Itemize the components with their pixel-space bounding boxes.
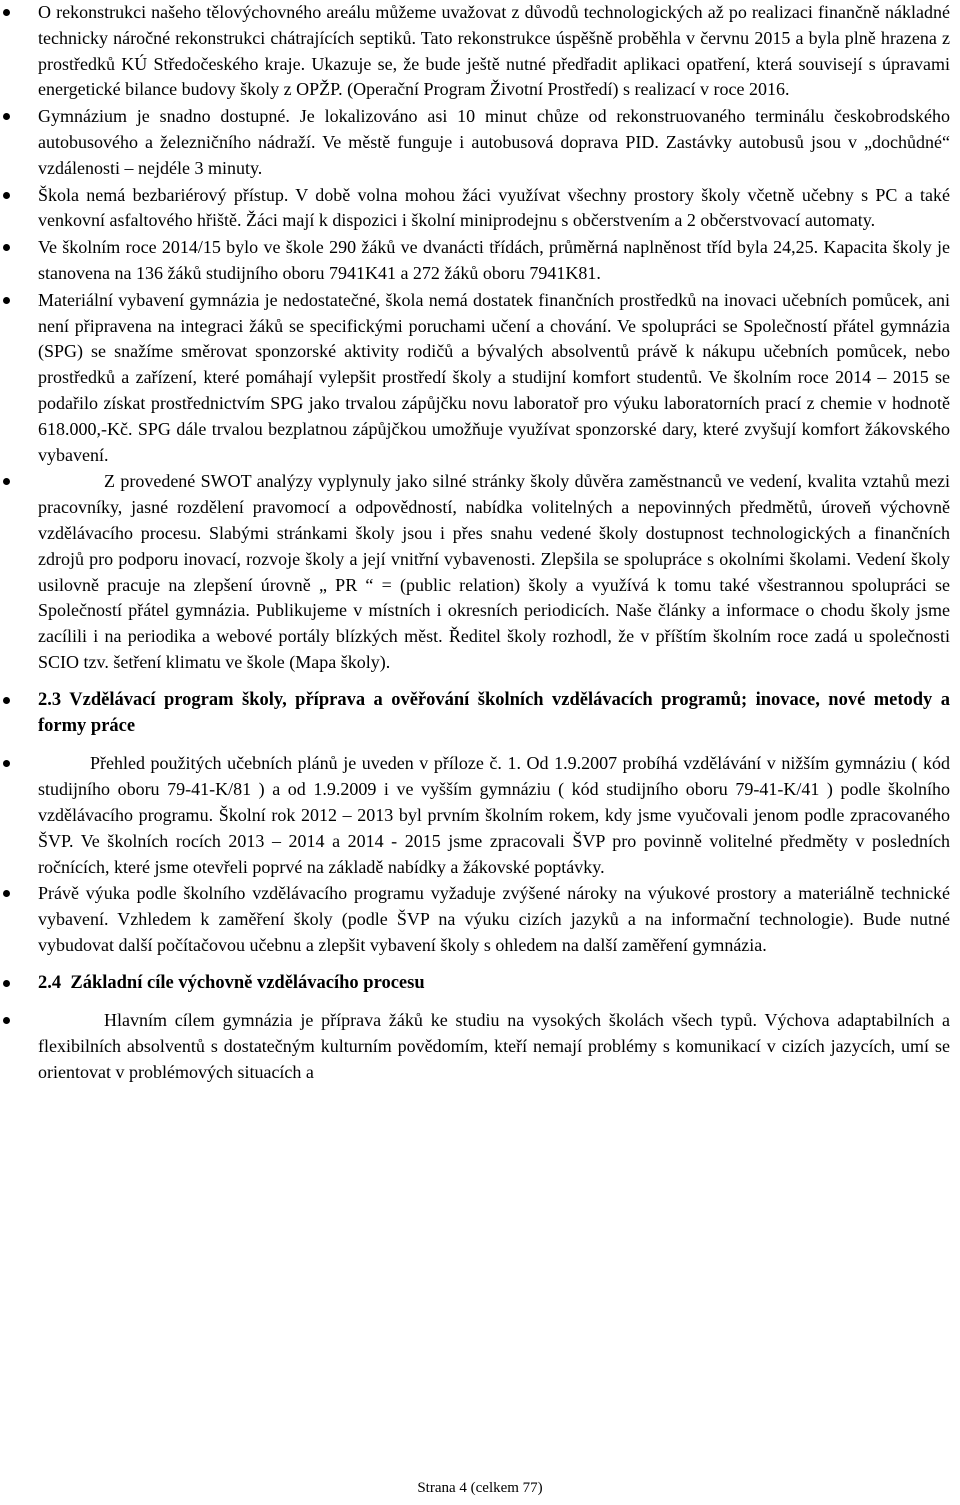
list-item (0, 288, 960, 469)
section-heading-2-4 (0, 971, 960, 997)
page-footer (0, 1480, 960, 1497)
paragraph-text: Z provedené SWOT analýzy vyplynuly jako silné stránky školy důvěra zaměstnanců ve vedení, kvalita vztahů mezi pracovníky, jasné rozdělení pravomocí a odpovědností, nabídka volitelných a nepovinných předmětů, úroveň výchovně vzdělávacího procesu. Slabými stránkami školy jsou i přes snahu vedené školy dostupnost technologických a finančních zdrojů pro podporu inovací, rozvoje školy a její vnitřní vybavenosti. Zlepšila se spolupráce s okolními školami. Vedení školy usilovně pracuje na zlepšení úrovně „ PR “ = (public relation) školy a využívá k tomu také všestrannou spolupráci se Společností přátel gymnázia. Publikujeme v místních i okresních periodicích. Naše články a informace o chodu školy jsme zacílili i na periodika a webové portály blízkých měst. Ředitel školy rozhodl, že v příštím školním roce zadá u společnosti SCIO tzv. šetření klimatu ve škole (Mapa školy). (38, 471, 950, 672)
list-item (0, 1008, 960, 1085)
section-title: Vzdělávací program školy, příprava a ověřování školních vzdělávacích programů; inovace, nové metody a formy práce (38, 689, 950, 736)
section-title: Základní cíle výchovně vzdělávacího procesu (70, 972, 425, 993)
list-item (0, 469, 960, 675)
list-item (0, 183, 960, 235)
paragraph-text: Právě výuka podle školního vzdělávacího programu vyžaduje zvýšené nároky na výukové prostory a materiálně technické vybavení. Vzhledem k zaměření školy (podle ŠVP na výuku cizích jazyků a na informační technologie). Bude nutné vybudovat další počítačovou učebnu a zlepšit vybavení školy s ohledem na další zaměření gymnázia. (38, 883, 950, 955)
list-item (0, 881, 960, 958)
paragraph-text: Ve školním roce 2014/15 bylo ve škole 290 žáků ve dvanácti třídách, průměrná naplněnost tříd byla 24,25. Kapacita školy je stanovena na 136 žáků studijního oboru 7941K41 a 272 žáků oboru 7941K81. (38, 237, 950, 283)
paragraph-text: Gymnázium je snadno dostupné. Je lokalizováno asi 10 minut chůze od rekonstruovaného terminálu českobrodského autobusového a železničního nádraží. Ve městě funguje i autobusová doprava PID. Zastávky autobusů jsou v „dochůdné“ vzdálenosti – nejdéle 3 minuty. (38, 106, 950, 178)
list-item (0, 235, 960, 287)
list-item (0, 104, 960, 181)
paragraph-text: Škola nemá bezbariérový přístup. V době volna mohou žáci využívat všechny prostory školy včetně učebny s PC a také venkovní asfaltového hřiště. Žáci mají k dispozici i školní miniprodejnu s občerstvením a 2 občerstvovací automaty. (38, 184, 950, 231)
paragraph-text: Materiální vybavení gymnázia je nedostatečné, škola nemá dostatek finančních prostředků na inovaci učebních pomůcek, ani není připravena na integraci žáků se specifickými poruchami učení a chování. Ve spolupráci se Společností přátel gymnázia (SPG) se snažíme směrovat sponzorské aktivity rodičů a bývalých absolventů právě k nákupu učebních pomůcek, nebo prostředků a zařízení, které pomáhají vylepšit prostředí školy a studijní komfort studentů. Ve školním roce 2014 – 2015 se podařilo získat prostřednictvím SPG jako trvalou zápůjčku novu laboratoř pro výuku laboratorních prací z chemie v hodnotě 618.000,-Kč. SPG dále trvalou bezplatnou zápůjčkou umožňuje využívat sponzorské dary, které zvyšují komfort žákovského vybavení. (38, 289, 950, 465)
paragraph-text: O rekonstrukci našeho tělovýchovného areálu můžeme uvažovat z důvodů technologických až po realizaci finančně nákladné technicky náročné rekonstrukci chátrajících septiků. Tato rekonstrukce úspěšně proběhla v červnu 2015 a byla plně hrazena z prostředků KÚ Středočeského kraje. Ukazuje se, že bude ještě nutné předřadit aplikaci opatření, která souvisejí s úpravami energetické bilance budovy školy z OPŽP. (Operační Program Životní Prostředí) s realizací v roce 2016. (38, 2, 950, 100)
section-heading-2-3 (0, 688, 960, 740)
section-number: 2.3 (38, 689, 62, 710)
list-item (0, 751, 960, 880)
page-number-label: Strana 4 (celkem 77) (417, 1480, 543, 1496)
section-number: 2.4 (38, 972, 62, 993)
paragraph-text: Přehled použitých učebních plánů je uveden v příloze č. 1. Od 1.9.2007 probíhá vzdělávání v nižším gymnáziu ( kód studijního oboru 79-41-K/81 ) a od 1.9.2009 i ve vyšším gymnáziu ( kód studijního oboru 79-41-K/41 ) podle školního vzdělávacího programu. Školní rok 2012 – 2013 byl prvním školním rokem, kdy jsme vyučovali jenom podle zpracovaného ŠVP. Ve školních rocích 2013 – 2014 a 2014 - 2015 jsme zpracovali ŠVP pro povinně volitelné předměty v posledních ročnících, které jsme otevřeli poprvé na základě nabídky a žákovské poptávky. (38, 753, 950, 877)
paragraph-text: Hlavním cílem gymnázia je příprava žáků ke studiu na vysokých školách všech typů. Výchova adaptabilních a flexibilních absolventů s dostatečným kulturním povědomím, kteří nemají problémy s komunikací v cizích jazycích, umí se orientovat v problémových situacích a (38, 1010, 950, 1083)
list-item (0, 0, 960, 103)
